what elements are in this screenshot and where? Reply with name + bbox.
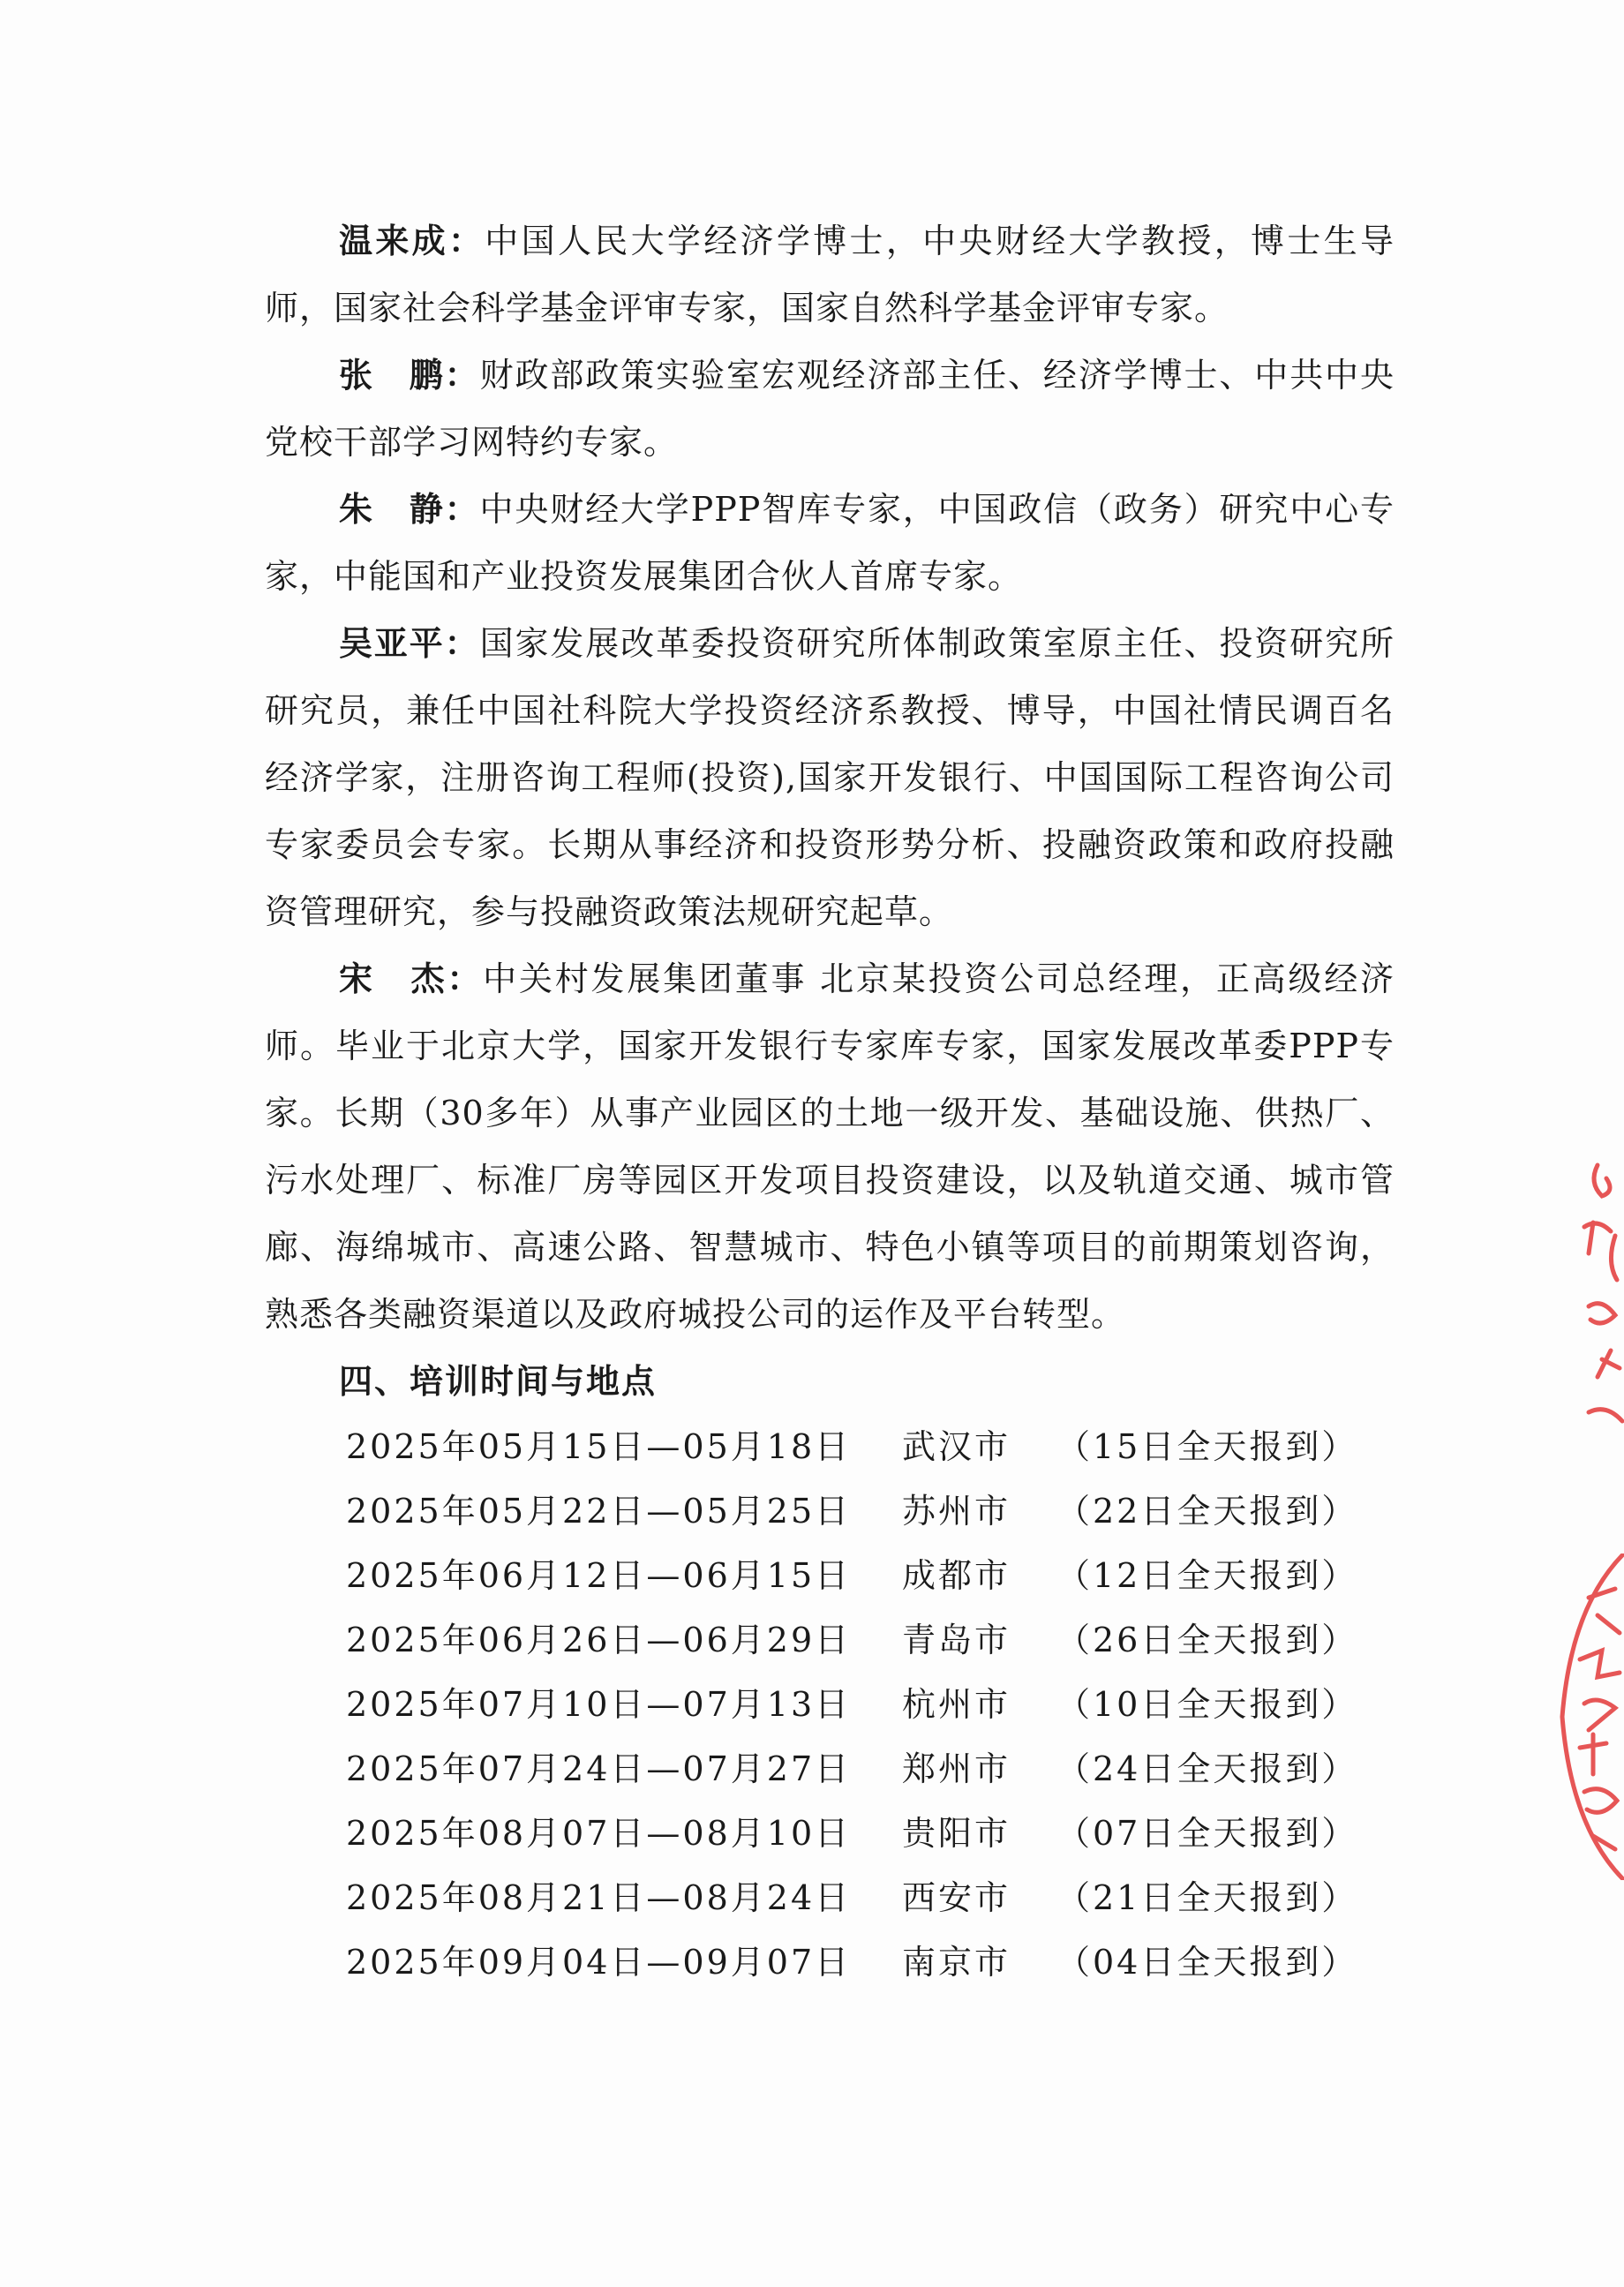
schedule-dates: 2025年06月26日—06月29日 bbox=[346, 1621, 852, 1659]
schedule-checkin-note: （15日全天报到） bbox=[1056, 1427, 1358, 1466]
schedule-row bbox=[346, 1866, 1395, 1930]
schedule-checkin-note: （26日全天报到） bbox=[1056, 1621, 1358, 1659]
schedule-checkin-note: （21日全天报到） bbox=[1056, 1878, 1358, 1917]
schedule-city: 郑州市 bbox=[902, 1749, 1011, 1788]
schedule-city: 南京市 bbox=[902, 1943, 1011, 1982]
expert-description: 中国人民大学经济学博士，中央财经大学教授，博士生导师，国家社会科学基金评审专家，国家自然科学基金评审专家。 bbox=[265, 222, 1395, 327]
bio-paragraph bbox=[265, 945, 1395, 1348]
bio-paragraph bbox=[265, 476, 1395, 610]
bio-paragraph bbox=[265, 342, 1395, 476]
schedule-dates: 2025年05月22日—05月25日 bbox=[346, 1492, 852, 1531]
schedule-checkin-note: （12日全天报到） bbox=[1056, 1556, 1358, 1595]
schedule-dates: 2025年07月24日—07月27日 bbox=[346, 1749, 852, 1788]
schedule-dates: 2025年09月04日—09月07日 bbox=[346, 1943, 852, 1982]
schedule-row bbox=[346, 1737, 1395, 1802]
schedule-row bbox=[346, 1544, 1395, 1608]
schedule-checkin-note: （22日全天报到） bbox=[1056, 1492, 1358, 1531]
schedule-dates: 2025年05月15日—05月18日 bbox=[346, 1427, 852, 1466]
training-schedule-list bbox=[265, 1415, 1395, 1995]
expert-name: 朱 静： bbox=[339, 490, 480, 529]
schedule-checkin-note: （10日全天报到） bbox=[1056, 1685, 1358, 1724]
seal-stamp-fragment bbox=[1553, 1554, 1624, 1880]
expert-description: 中关村发展集团董事 北京某投资公司总经理，正高级经济师。毕业于北京大学，国家开发银行专家库专家，国家发展改革委PPP专家。长期（30多年）从事产业园区的土地一级开发、基础设施、供热厂、污水处理厂、标准厂房等园区开发项目投资建设，以及轨道交通、城市管廊、海绵城市、高速公路、智慧城市、特色小镇等项目的前期策划咨询，熟悉各类融资渠道以及政府城投公司的运作及平台转型。 bbox=[265, 959, 1395, 1334]
schedule-checkin-note: （07日全天报到） bbox=[1056, 1814, 1358, 1853]
expert-name: 吴亚平： bbox=[339, 624, 480, 663]
schedule-city: 苏州市 bbox=[902, 1492, 1011, 1531]
schedule-row bbox=[346, 1802, 1395, 1866]
schedule-city: 杭州市 bbox=[902, 1685, 1011, 1724]
document-body bbox=[265, 207, 1395, 1995]
expert-description: 国家发展改革委投资研究所体制政策室原主任、投资研究所研究员，兼任中国社科院大学投资经济系教授、博导，中国社情民调百名经济学家，注册咨询工程师(投资),国家开发银行、中国国际工程咨询公司专家委员会专家。长期从事经济和投资形势分析、投融资政策和政府投融资管理研究，参与投融资政策法规研究起草。 bbox=[265, 624, 1395, 931]
expert-name: 宋 杰： bbox=[339, 959, 484, 998]
schedule-row bbox=[346, 1930, 1395, 1995]
schedule-city: 青岛市 bbox=[902, 1621, 1011, 1659]
schedule-checkin-note: （04日全天报到） bbox=[1056, 1943, 1358, 1982]
schedule-checkin-note: （24日全天报到） bbox=[1056, 1749, 1358, 1788]
schedule-dates: 2025年08月07日—08月10日 bbox=[346, 1814, 852, 1853]
schedule-city: 武汉市 bbox=[902, 1427, 1011, 1466]
section-heading: 四、培训时间与地点 bbox=[339, 1362, 658, 1401]
schedule-dates: 2025年07月10日—07月13日 bbox=[346, 1685, 852, 1724]
expert-name: 温来成： bbox=[339, 222, 485, 260]
expert-description: 财政部政策实验室宏观经济部主任、经济学博士、中共中央党校干部学习网特约专家。 bbox=[265, 356, 1395, 462]
bio-paragraph bbox=[265, 207, 1395, 342]
expert-name: 张 鹏： bbox=[339, 356, 480, 395]
schedule-dates: 2025年08月21日—08月24日 bbox=[346, 1878, 852, 1917]
schedule-dates: 2025年06月12日—06月15日 bbox=[346, 1556, 852, 1595]
schedule-city: 成都市 bbox=[902, 1556, 1011, 1595]
schedule-row bbox=[346, 1673, 1395, 1737]
schedule-row bbox=[346, 1415, 1395, 1479]
seal-stamp-fragment bbox=[1562, 1147, 1624, 1448]
bio-paragraph bbox=[265, 610, 1395, 945]
schedule-row bbox=[346, 1479, 1395, 1544]
schedule-city: 贵阳市 bbox=[902, 1814, 1011, 1853]
expert-description: 中央财经大学PPP智库专家，中国政信（政务）研究中心专家，中能国和产业投资发展集团合伙人首席专家。 bbox=[265, 490, 1395, 596]
schedule-city: 西安市 bbox=[902, 1878, 1011, 1917]
schedule-row bbox=[346, 1608, 1395, 1673]
